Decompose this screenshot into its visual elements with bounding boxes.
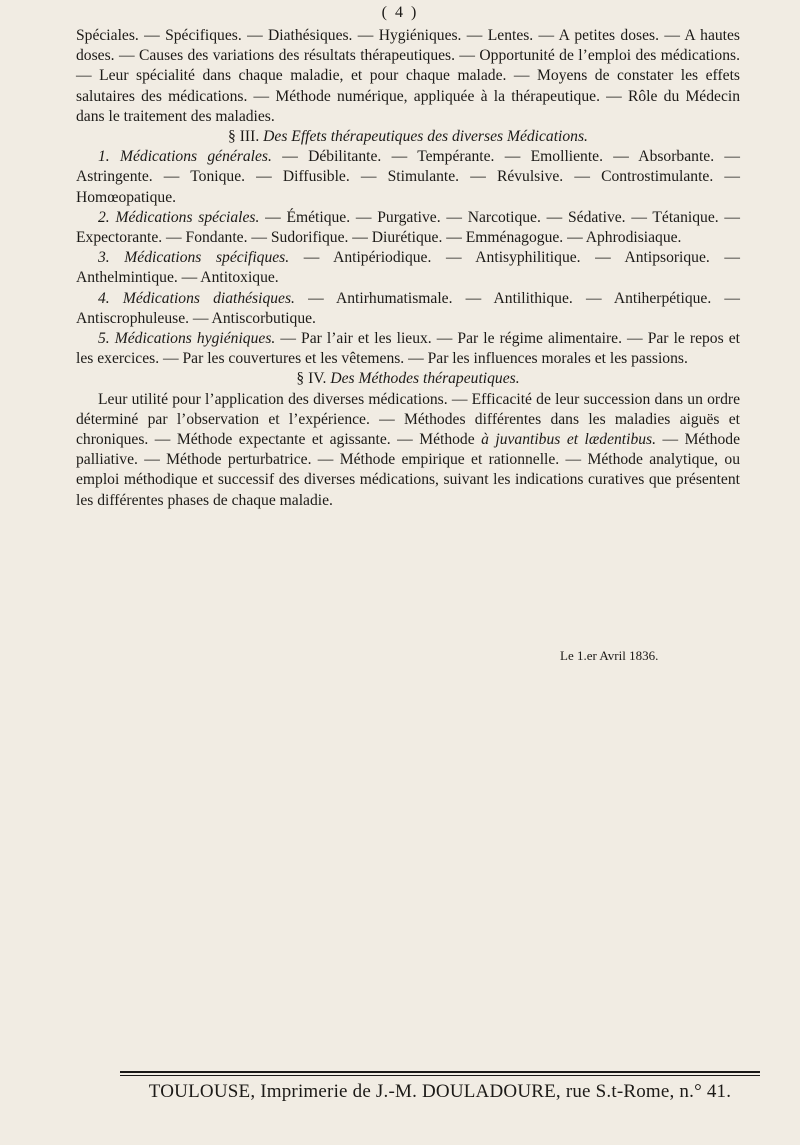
item-label: 2. Médications spéciales. (98, 208, 260, 226)
list-item (76, 289, 740, 329)
item-label: 3. Médications spécifiques. (98, 249, 290, 267)
document-date: Le 1.er Avril 1836. (560, 648, 659, 663)
list-item (76, 208, 740, 248)
section-4-title: Des Méthodes thérapeutiques. (330, 370, 520, 388)
list-item (76, 147, 740, 208)
item-label: 4. Médications diathésiques. (98, 289, 295, 307)
section-3-title: Des Effets thérapeutiques des diverses Médications. (263, 128, 588, 146)
item-text: — Antipériodique. — Antisyphilitique. — Antipsorique. — Anthelmintique. — Antitoxique. (76, 249, 740, 287)
section-4-text-b: — Méthode palliative. — Méthode perturbatrice. — Méthode empirique et rationnelle. — Méthode analytique, ou emploi méthodique et successif des diverses médications, suivant les indications curatives que présentent les différentes phases de chaque maladie. (76, 431, 740, 509)
section-3-heading (76, 127, 740, 147)
intro-paragraph: Spéciales. — Spécifiques. — Diathésiques. — Hygiéniques. — Lentes. — A petites doses. — A hautes doses. — Causes des variations des résultats thérapeutiques. — Opportunité de l’emploi des médications. — Leur spécialité dans chaque maladie, et pour chaque malade. — Moyens de constater les effets salutaires des médications. — Méthode numérique, appliquée à la thérapeutique. — Rôle du Médecin dans le traitement des maladies. (76, 27, 740, 125)
item-text: — Débilitante. — Tempérante. — Emolliente. — Absorbante. — Astringente. — Tonique. — Diffusible. — Stimulante. — Révulsive. — Controstimulante. — Homœopatique. (76, 148, 740, 206)
item-label: 5. Médications hygiéniques. (98, 330, 276, 348)
divider-rule (120, 1071, 760, 1073)
item-text: — Par l’air et les lieux. — Par le régime alimentaire. — Par le repos et les exercices. — Par les couvertures et les vêtemens. — Par les influences morales et les passions. (76, 330, 740, 368)
item-label: 1. Médications générales. (98, 148, 272, 166)
section-4-paragraph (76, 390, 740, 511)
divider-rule-thin (120, 1075, 760, 1076)
list-item (76, 329, 740, 369)
section-4-number: § IV. (296, 370, 327, 388)
document-body (76, 26, 740, 511)
section-4-text-a: Leur utilité pour l’application des diverses médications. — Efficacité de leur succession dans un ordre déterminé par l’observation et l’expérience. — Méthodes différentes dans les maladies aiguës et chroniques. — Méthode expectante et agissante. — Méthode (76, 390, 740, 449)
item-text: — Émétique. — Purgative. — Narcotique. — Sédative. — Tétanique. — Expectorante. — Fondante. — Sudorifique. — Diurétique. — Emménagogue. — Aphrodisiaque. (76, 208, 740, 247)
section-4-latin: à juvantibus et lædentibus. (481, 431, 657, 449)
printer-imprint: TOULOUSE, Imprimerie de J.-M. DOULADOURE, rue S.t-Rome, n.° 41. (148, 1081, 732, 1102)
item-text: — Antirhumatismale. — Antilithique. — Antiherpétique. — Antiscrophuleuse. — Antiscorbutique. (76, 289, 740, 327)
section-3-number: § III. (228, 128, 260, 146)
page-number: ( 4 ) (381, 4, 419, 21)
section-4-heading (76, 369, 740, 389)
list-item (76, 248, 740, 288)
